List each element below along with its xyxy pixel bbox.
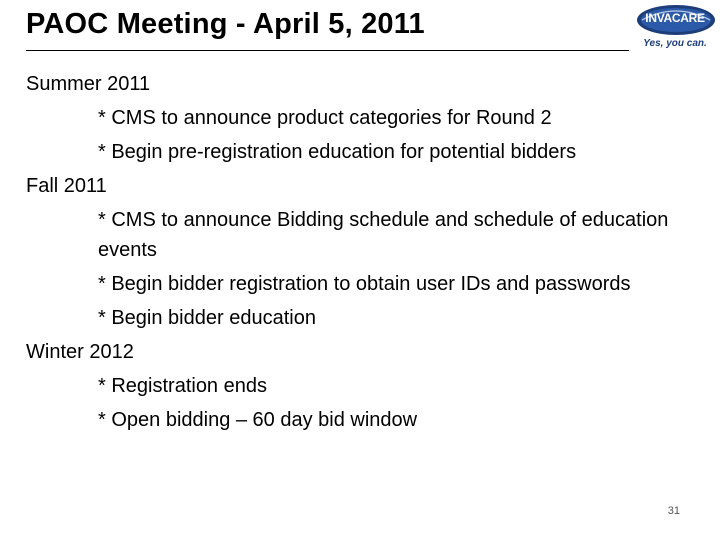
company-logo bbox=[632, 2, 718, 54]
section-heading: Fall 2011 bbox=[26, 175, 107, 197]
bullet-item: * Begin bidder education bbox=[98, 307, 316, 329]
section-heading: Winter 2012 bbox=[26, 341, 134, 363]
section-summer-2011 bbox=[26, 67, 706, 169]
section-winter-2012 bbox=[26, 335, 706, 437]
bullet-item: * CMS to announce Bidding schedule and schedule of education events bbox=[98, 209, 669, 261]
slide-title: PAOC Meeting - April 5, 2011 bbox=[26, 8, 425, 40]
logo-wordmark: INVACARE bbox=[645, 11, 705, 25]
section-fall-2011 bbox=[26, 169, 706, 335]
bullet-item: * Begin pre-registration education for potential bidders bbox=[98, 141, 577, 163]
bullet-item: * Registration ends bbox=[98, 375, 267, 397]
bullet-item: * Begin bidder registration to obtain user IDs and passwords bbox=[98, 273, 631, 295]
bullet-item: * Open bidding – 60 day bid window bbox=[98, 409, 418, 431]
bullet-item: * CMS to announce product categories for Round 2 bbox=[98, 107, 552, 129]
slide-content bbox=[26, 67, 706, 437]
title-underline bbox=[26, 50, 629, 51]
logo-tagline: Yes, you can. bbox=[643, 38, 707, 49]
section-heading: Summer 2011 bbox=[26, 73, 151, 95]
page-number: 31 bbox=[667, 505, 680, 517]
